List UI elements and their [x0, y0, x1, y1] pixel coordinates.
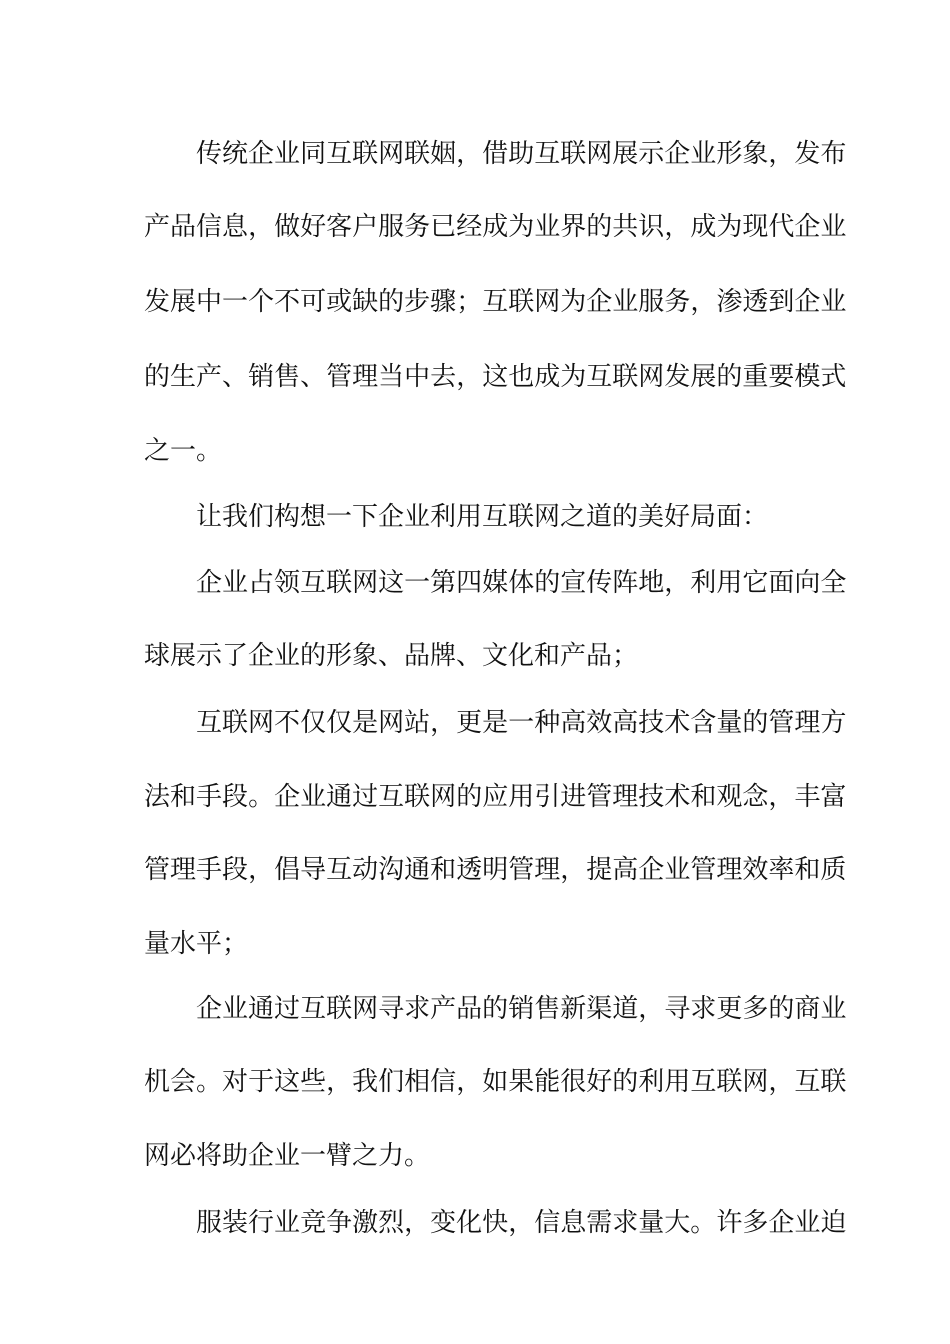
text-line: 机 会 。 对 于 这 些 ， 我 们 相 信 ， 如 果 能 很 好 的 利 用 互 联 网 ， 互 联	[144, 1067, 847, 1097]
text-line: 互 联 网 不 仅 仅 是 网 站 ， 更 是 一 种 高 效 高 技 术 含 量 的 管 理 方	[196, 708, 847, 738]
text-line: 企 业 通 过 互 联 网 寻 求 产 品 的 销 售 新 渠 道 ， 寻 求 更 多 的 商 业	[196, 994, 847, 1024]
text-line: 产 品 信 息 ， 做 好 客 户 服 务 已 经 成 为 业 界 的 共 识 ， 成 为 现 代 企 业	[144, 212, 847, 242]
text-line	[144, 1136, 950, 1176]
line-text: 网必将助企业一臂之力。	[144, 1141, 431, 1171]
line-text: 之一。	[144, 436, 223, 466]
text-line	[196, 497, 950, 537]
text-line: 法 和 手 段 。 企 业 通 过 互 联 网 的 应 用 引 进 管 理 技 术 和 观 念 ， 丰 富	[144, 782, 847, 812]
line-text: 让我们构想一下企业利用互联网之道的美好局面：	[196, 502, 769, 532]
text-line: 服 装 行 业 竞 争 激 烈 ， 变 化 快 ， 信 息 需 求 量 大 。 许 多 企 业 迫	[196, 1208, 847, 1238]
text-line: 管 理 手 段 ， 倡 导 互 动 沟 通 和 透 明 管 理 ， 提 高 企 业 管 理 效 率 和 质	[144, 855, 847, 885]
line-text: 球展示了企业的形象、品牌、文化和产品；	[144, 641, 639, 671]
text-line: 企 业 占 领 互 联 网 这 一 第 四 媒 体 的 宣 传 阵 地 ， 利 用 它 面 向 全	[196, 568, 847, 598]
text-line	[144, 636, 950, 676]
text-line: 的 生 产 、 销 售 、 管 理 当 中 去 ， 这 也 成 为 互 联 网 发 展 的 重 要 模 式	[144, 362, 847, 392]
text-line	[144, 924, 950, 964]
text-line: 发 展 中 一 个 不 可 或 缺 的 步 骤 ； 互 联 网 为 企 业 服 务 ， 渗 透 到 企 业	[144, 287, 847, 317]
text-line	[144, 431, 950, 471]
text-line: 传 统 企 业 同 互 联 网 联 姻 ， 借 助 互 联 网 展 示 企 业 形 象 ， 发 布	[196, 139, 847, 169]
line-text: 量水平；	[144, 929, 249, 959]
